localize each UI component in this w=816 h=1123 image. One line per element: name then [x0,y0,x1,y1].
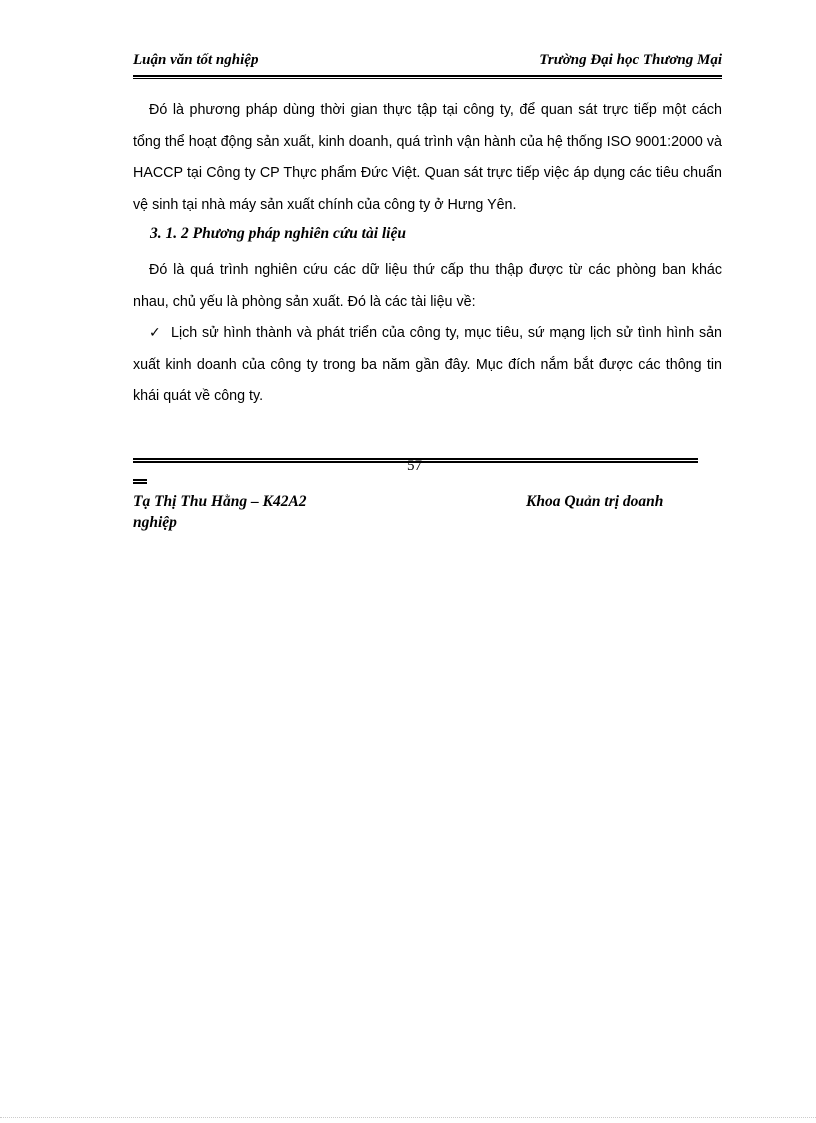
bullet-item [133,318,722,413]
header-thesis-label: Luận văn tốt nghiệp [133,52,259,68]
footer-author: Tạ Thị Thu Hằng – K42A2 [133,493,307,510]
page-number: 57 [407,458,422,474]
section-heading: 3. 1. 2 Phương pháp nghiên cứu tài liệu [150,225,406,242]
footer-department: Khoa Quản trị doanh [526,493,664,510]
footer-divider-stub [133,479,147,484]
footer-department-continued: nghiệp [133,514,177,531]
paragraph-observation-method: Đó là phương pháp dùng thời gian thực tập tại công ty, để quan sát trực tiếp một cách tổng thể hoạt động sản xuất, kinh doanh, quá trình vận hành của hệ thống ISO 9001:2000 và HACCP tại Công ty CP Thực phẩm Đức Việt. Quan sát trực tiếp việc áp dụng các tiêu chuẩn vệ sinh tại nhà máy sản xuất chính của công ty ở Hưng Yên. [133,102,722,214]
checkmark-icon: ✓ [149,325,161,341]
bullet-item-text: Lịch sử hình thành và phát triển của công ty, mục tiêu, sứ mạng lịch sử tình hình sản xuất kinh doanh của công ty trong ba năm gần đây. Mục đích nắm bắt được các thông tin khái quát về công ty. [133,325,722,405]
paragraph-document-research: Đó là quá trình nghiên cứu các dữ liệu thứ cấp thu thập được từ các phòng ban khác nhau, chủ yếu là phòng sản xuất. Đó là các tài liệu về: [133,262,722,310]
page-bottom-border [0,1117,816,1118]
header-divider [133,75,722,79]
header-university-label: Trường Đại học Thương Mại [539,52,722,68]
